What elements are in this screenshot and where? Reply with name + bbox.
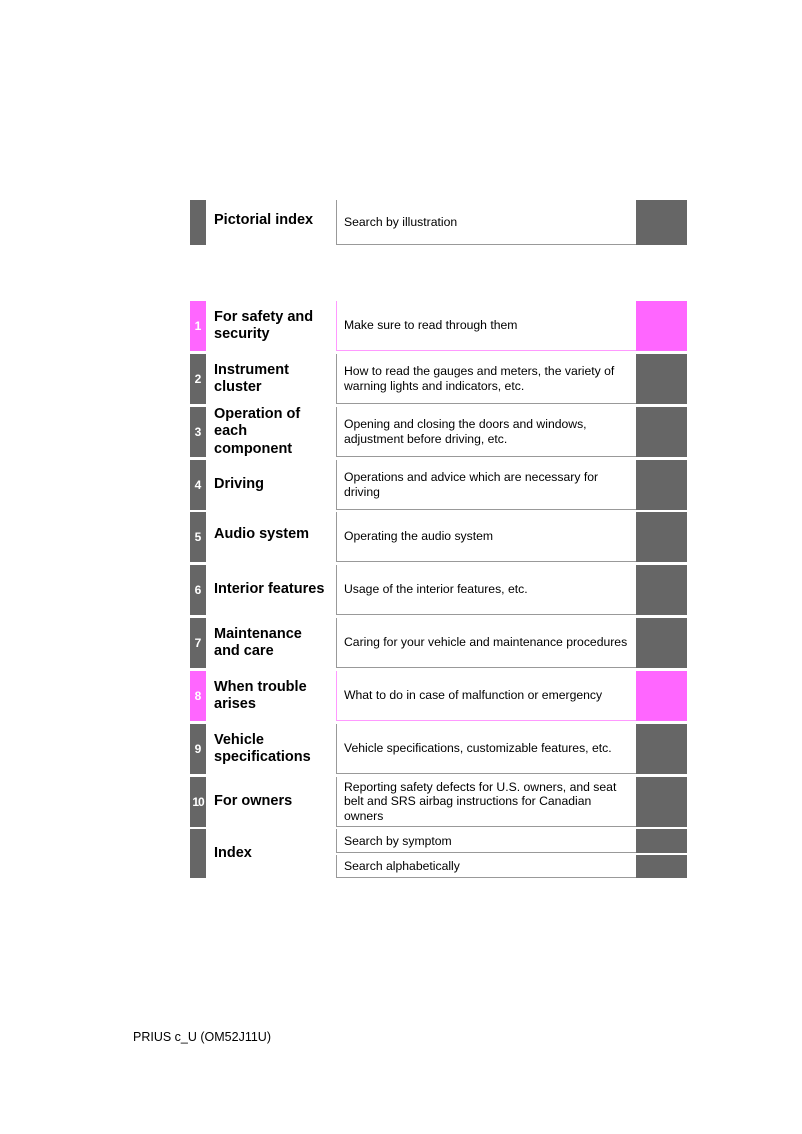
section-thumb-tab[interactable] (636, 618, 687, 668)
section-number-tab: 7 (190, 618, 206, 668)
section-thumb-tab[interactable] (636, 460, 687, 510)
section-desc[interactable]: Opening and closing the doors and windows, adjustment before driving, etc. (336, 407, 636, 457)
section-desc[interactable]: Make sure to read through them (336, 301, 636, 351)
section-title: Vehicle specifications (214, 731, 311, 765)
section-number-tab: 1 (190, 301, 206, 351)
section-row-3[interactable] (190, 407, 687, 457)
section-thumb-tab[interactable] (636, 565, 687, 615)
pictorial-index-row[interactable] (190, 200, 687, 245)
pictorial-title: Pictorial index (214, 212, 314, 228)
index-item-thumb-tab[interactable] (636, 855, 687, 878)
section-thumb-tab[interactable] (636, 777, 687, 827)
section-desc[interactable]: How to read the gauges and meters, the variety of warning lights and indicators, etc. (336, 354, 636, 404)
footer-model-code: PRIUS c_U (OM52J11U) (133, 1030, 271, 1044)
section-row-4[interactable] (190, 460, 687, 510)
section-desc[interactable]: Vehicle specifications, customizable features, etc. (336, 724, 636, 774)
section-row-2[interactable] (190, 354, 687, 404)
pictorial-desc[interactable]: Search by illustration (336, 200, 636, 245)
section-row-1[interactable] (190, 301, 687, 351)
section-number-tab: 10 (190, 777, 206, 827)
section-desc[interactable]: Usage of the interior features, etc. (336, 565, 636, 615)
section-title: Maintenance and care (214, 625, 302, 659)
index-row (190, 829, 687, 878)
section-number-tab: 5 (190, 512, 206, 562)
section-desc[interactable]: Operations and advice which are necessary for driving (336, 460, 636, 510)
section-thumb-tab[interactable] (636, 724, 687, 774)
index-item-label[interactable]: Search by symptom (336, 829, 636, 853)
section-thumb-tab[interactable] (636, 671, 687, 721)
section-desc[interactable]: Reporting safety defects for U.S. owners, and seat belt and SRS airbag instructions for Canadian owners (336, 777, 636, 827)
section-number-tab: 3 (190, 407, 206, 457)
section-number-tab: 4 (190, 460, 206, 510)
section-thumb-tab[interactable] (636, 407, 687, 457)
pictorial-tab (190, 200, 206, 245)
index-item-thumb-tab[interactable] (636, 829, 687, 853)
index-item-label[interactable]: Search alphabetically (336, 855, 636, 878)
section-thumb-tab[interactable] (636, 301, 687, 351)
section-row-8[interactable] (190, 671, 687, 721)
section-desc[interactable]: Operating the audio system (336, 512, 636, 562)
section-title: When trouble arises (214, 678, 307, 712)
section-row-6[interactable] (190, 565, 687, 615)
index-item-alphabetical[interactable] (336, 855, 687, 878)
section-row-7[interactable] (190, 618, 687, 668)
section-title: For safety and security (214, 308, 314, 342)
section-number-tab: 2 (190, 354, 206, 404)
section-desc[interactable]: What to do in case of malfunction or emergency (336, 671, 636, 721)
section-title: Instrument cluster (214, 361, 289, 395)
section-row-5[interactable] (190, 512, 687, 562)
index-item-symptom[interactable] (336, 829, 687, 853)
section-number-tab: 8 (190, 671, 206, 721)
section-number-tab: 6 (190, 565, 206, 615)
section-number-tab: 9 (190, 724, 206, 774)
section-title: Interior features (214, 581, 325, 598)
section-thumb-tab[interactable] (636, 512, 687, 562)
index-tab (190, 829, 206, 878)
index-title: Index (214, 844, 252, 861)
section-row-9[interactable] (190, 724, 687, 774)
pictorial-thumb-tab[interactable] (636, 200, 687, 245)
section-row-10[interactable] (190, 777, 687, 827)
section-title: Driving (214, 476, 264, 493)
section-desc[interactable]: Caring for your vehicle and maintenance procedures (336, 618, 636, 668)
section-thumb-tab[interactable] (636, 354, 687, 404)
section-title: Audio system (214, 526, 310, 542)
section-title: For owners (214, 793, 293, 810)
section-title: Operation of each component (214, 405, 301, 457)
